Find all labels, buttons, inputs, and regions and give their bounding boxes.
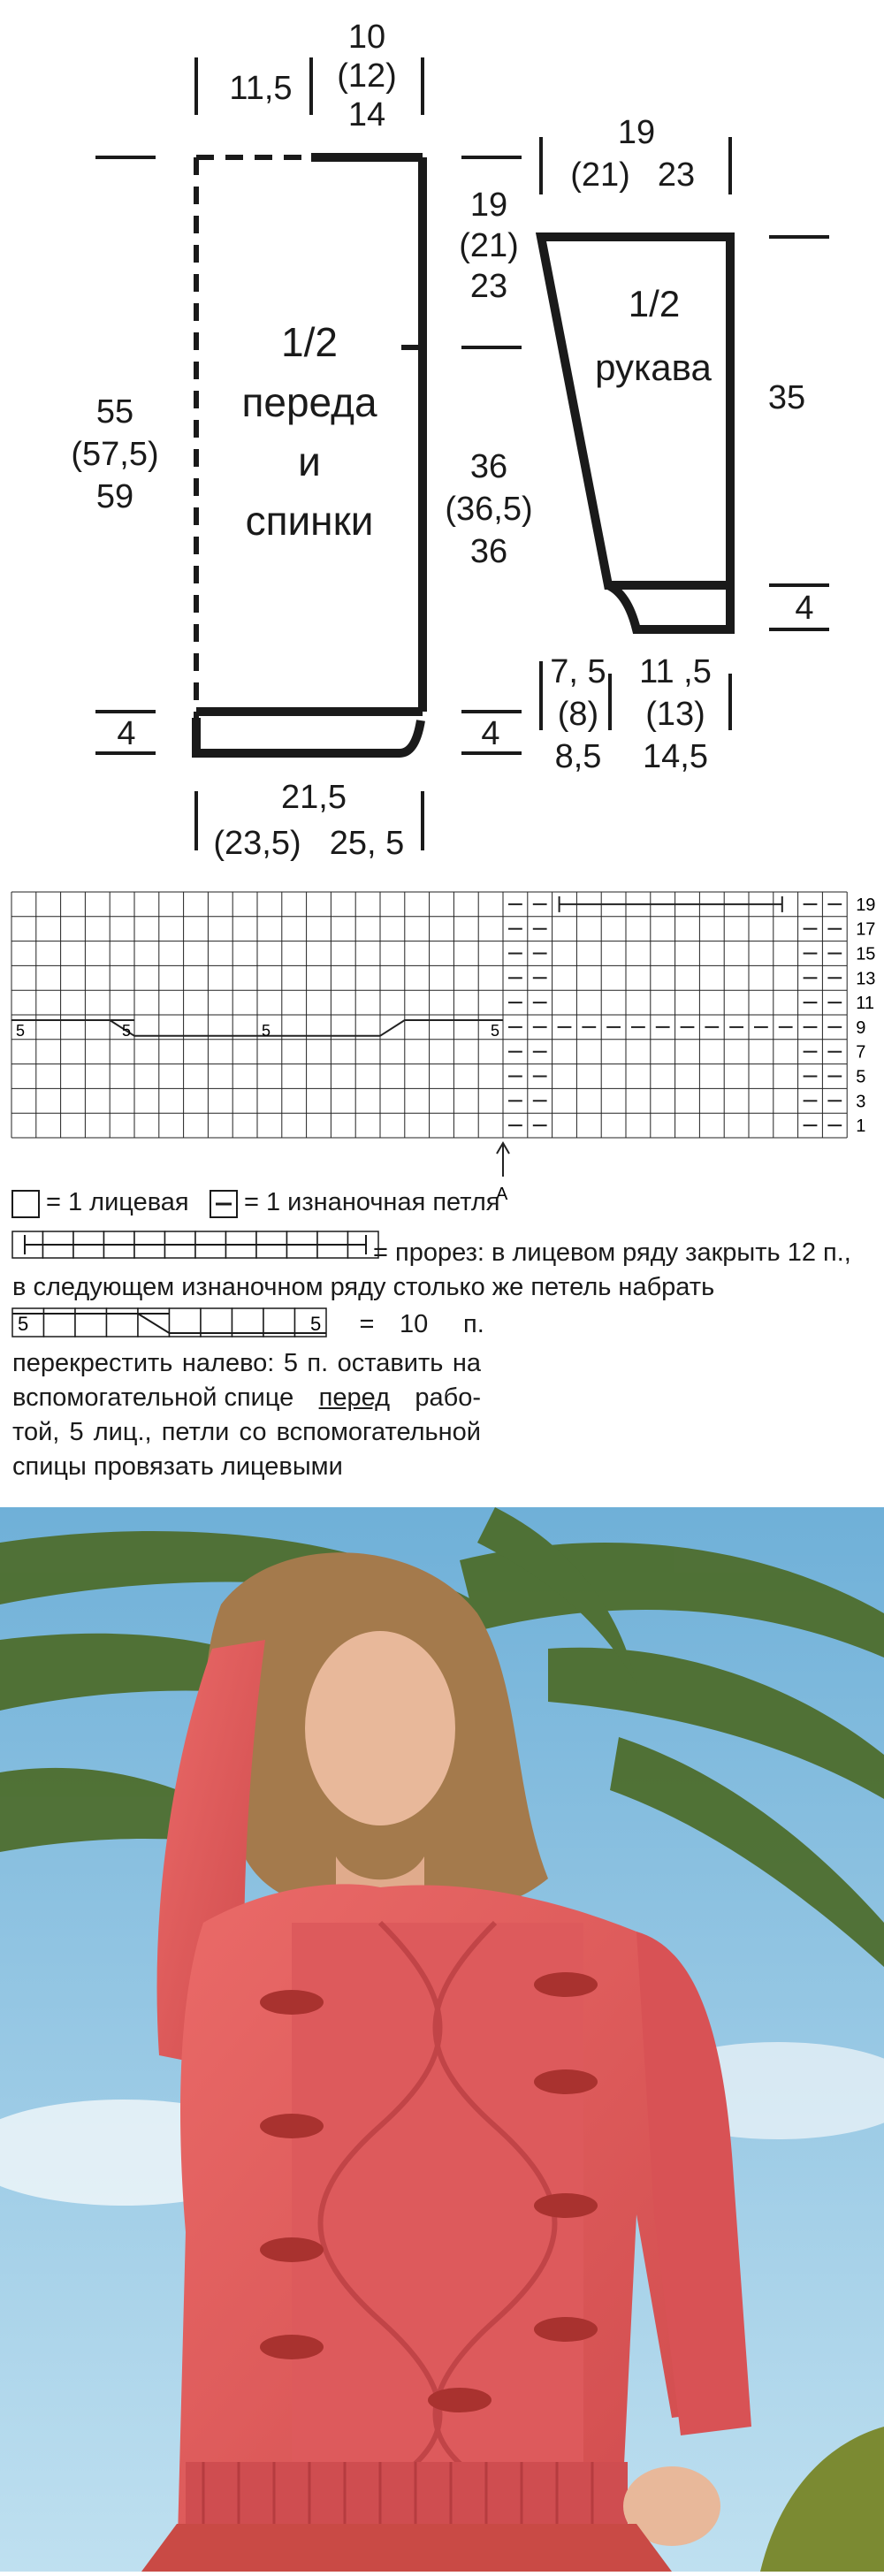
- side-1: 36: [469, 448, 508, 485]
- rib-body: 4: [481, 715, 500, 752]
- sleeve-bottom-1: 11 ,5: [639, 653, 712, 690]
- row-number: 3: [856, 1092, 866, 1112]
- body-title-1: 1/2: [281, 319, 338, 365]
- armhole-3: 23: [469, 268, 508, 305]
- cuff-2: (8): [557, 696, 599, 733]
- body-title-3: и: [298, 438, 321, 484]
- side-3: 36: [469, 533, 508, 570]
- legend-cable-desc-2u: перед: [318, 1383, 390, 1412]
- row-number: 7: [856, 1042, 866, 1063]
- legend-cable-eq: =: [359, 1310, 375, 1338]
- legend-cable-desc-3: той, 5 лиц., петли со вспомогательной: [12, 1418, 481, 1446]
- legend-purl: = 1 изнаночная петля: [244, 1188, 500, 1216]
- sleeve-top-2: (21): [570, 156, 630, 194]
- legend-cable-desc-1: перекрестить налево: 5 п. оставить на: [12, 1349, 481, 1377]
- armhole-1: 19: [469, 187, 508, 224]
- row-number: 17: [856, 919, 876, 940]
- sleeve-rib: 4: [795, 590, 814, 627]
- row-number: 13: [856, 969, 876, 989]
- side-2: (36,5): [445, 491, 533, 528]
- row-number: 11: [856, 994, 874, 1014]
- row-number: 19: [856, 895, 876, 915]
- cuff-1: 7, 5: [550, 653, 606, 690]
- cable-label: 5: [16, 1022, 26, 1040]
- row-number: 1: [856, 1117, 866, 1137]
- cuff-3: 8,5: [554, 738, 602, 775]
- body-neck-width-2: (12): [337, 57, 397, 95]
- legend-cable-unit: п.: [463, 1310, 484, 1338]
- sleeve-bottom-3: 14,5: [643, 738, 708, 775]
- photo-illustration: [0, 1507, 884, 2572]
- legend-cable-desc-4: спицы провязать лицевыми: [12, 1452, 343, 1481]
- body-title-4: спинки: [245, 498, 374, 544]
- legend-cable-desc-2: [12, 1380, 481, 1416]
- legend-cable-label: 5: [310, 1313, 322, 1335]
- model-photo: [0, 1507, 884, 2572]
- marker-label: A: [496, 1185, 508, 1204]
- legend-cable-desc-2e: рабо-: [415, 1383, 481, 1412]
- sleeve-title-1: 1/2: [628, 283, 681, 324]
- bottom-width-2: (23,5): [213, 825, 301, 862]
- body-height-2: (57,5): [71, 436, 159, 473]
- sleeve-top-3: 23: [657, 156, 696, 194]
- cable-label: 5: [491, 1022, 500, 1040]
- bottom-width-3: 25, 5: [329, 825, 405, 862]
- body-neck-width-3: 14: [347, 96, 386, 133]
- sleeve-bottom-2: (13): [645, 696, 705, 733]
- legend-knit: = 1 лицевая: [46, 1188, 189, 1216]
- row-number: 9: [856, 1017, 866, 1038]
- body-shoulder-width: 11,5: [229, 70, 293, 107]
- row-number: 15: [856, 944, 876, 964]
- sleeve-title-2: рукава: [595, 347, 712, 388]
- body-title-2: переда: [241, 379, 377, 425]
- row-number: 5: [856, 1067, 866, 1087]
- cable-label: 5: [122, 1022, 132, 1040]
- legend-cable-label: 5: [18, 1313, 29, 1335]
- sleeve-length: 35: [767, 379, 806, 416]
- body-neck-width-1: 10: [347, 19, 386, 56]
- sleeve-top-1: 19: [617, 114, 656, 151]
- rib-left: 4: [117, 715, 136, 752]
- legend-cable-desc-2a: вспомогательной спице: [12, 1383, 294, 1412]
- cable-label: 5: [262, 1022, 271, 1040]
- armhole-2: (21): [459, 227, 519, 264]
- bottom-width-1: 21,5: [281, 779, 347, 816]
- legend-slit-1: = прорез: в лицевом ряду закрыть 12 п.,: [373, 1238, 851, 1267]
- body-height-1: 55: [95, 393, 134, 431]
- legend-slit-2: в следующем изнаночном ряду столько же петель набрать: [12, 1273, 715, 1301]
- body-height-3: 59: [95, 478, 134, 515]
- legend-cable-count: 10: [400, 1310, 429, 1338]
